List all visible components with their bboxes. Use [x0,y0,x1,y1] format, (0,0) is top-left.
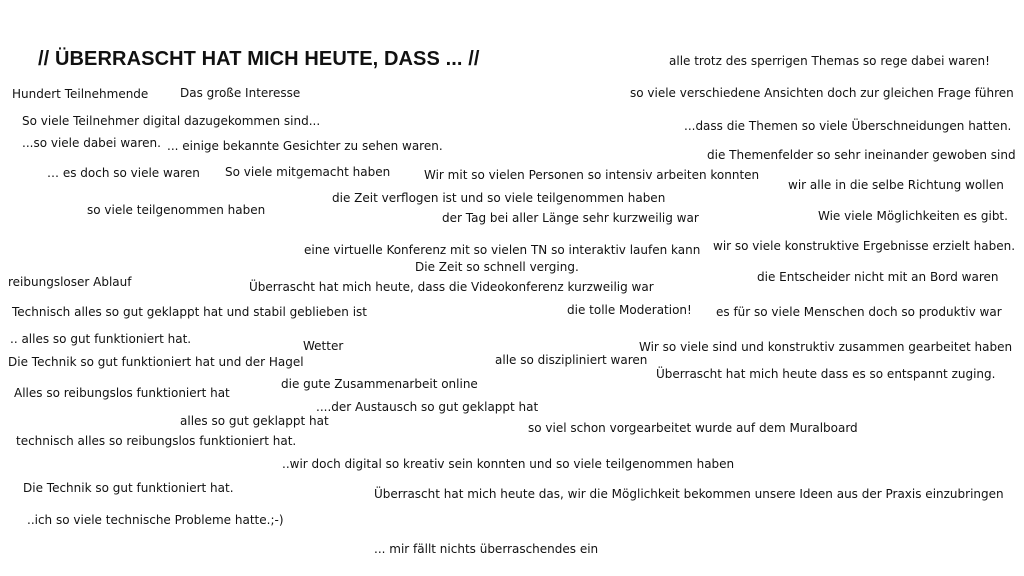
note: wir so viele konstruktive Ergebnisse erzielt haben. [713,239,1016,253]
note: so viel schon vorgearbeitet wurde auf dem Muralboard [528,421,858,435]
note: Überrascht hat mich heute dass es so entspannt zuging. [656,367,996,381]
note: Das große Interesse [180,86,301,100]
note: die Themenfelder so sehr ineinander gewoben sind [707,148,1016,162]
note: .. alles so gut funktioniert hat. [10,332,192,346]
note: ...dass die Themen so viele Überschneidungen hatten. [684,119,1012,133]
note: ....der Austausch so gut geklappt hat [316,400,539,414]
note: Wetter [303,339,344,353]
note: Die Technik so gut funktioniert hat. [23,481,234,495]
note: der Tag bei aller Länge sehr kurzweilig war [442,211,699,225]
note: ..wir doch digital so kreativ sein konnten und so viele teilgenommen haben [282,457,735,471]
note: Hundert Teilnehmende [12,87,149,101]
note: ...so viele dabei waren. [22,136,161,150]
note: die Entscheider nicht mit an Bord waren [757,270,999,284]
note: So viele Teilnehmer digital dazugekommen sind... [22,114,321,128]
note: so viele teilgenommen haben [87,203,266,217]
note: Wir mit so vielen Personen so intensiv arbeiten konnten [424,168,760,182]
note: technisch alles so reibungslos funktioniert hat. [16,434,297,448]
note: eine virtuelle Konferenz mit so vielen TN so interaktiv laufen kann [304,243,701,257]
note: reibungsloser Ablauf [8,275,132,289]
note: es für so viele Menschen doch so produktiv war [716,305,1002,319]
note: Alles so reibungslos funktioniert hat [14,386,230,400]
note: die tolle Moderation! [567,303,692,317]
note: die gute Zusammenarbeit online [281,377,478,391]
note: Wir so viele sind und konstruktiv zusammen gearbeitet haben [639,340,1013,354]
note: wir alle in die selbe Richtung wollen [788,178,1004,192]
note: Wie viele Möglichkeiten es gibt. [818,209,1008,223]
note: ... mir fällt nichts überraschendes ein [374,542,599,556]
note: Technisch alles so gut geklappt hat und stabil geblieben ist [12,305,368,319]
note: ... einige bekannte Gesichter zu sehen waren. [167,139,443,153]
note: Die Zeit so schnell verging. [415,260,579,274]
note: Die Technik so gut funktioniert hat und der Hagel [8,355,304,369]
note: ..ich so viele technische Probleme hatte.;-) [27,513,284,527]
page-title: // ÜBERRASCHT HAT MICH HEUTE, DASS ... // [38,48,480,70]
note: so viele verschiedene Ansichten doch zur gleichen Frage führen [630,86,1014,100]
note: alle trotz des sperrigen Themas so rege dabei waren! [669,54,990,68]
note: Überrascht hat mich heute das, wir die Möglichkeit bekommen unsere Ideen aus der Praxis einzubringen [374,487,1004,501]
note: … es doch so viele waren [47,166,200,180]
note: alles so gut geklappt hat [180,414,329,428]
note: So viele mitgemacht haben [225,165,391,179]
note: alle so diszipliniert waren [495,353,648,367]
note: die Zeit verflogen ist und so viele teilgenommen haben [332,191,666,205]
note: Überrascht hat mich heute, dass die Videokonferenz kurzweilig war [249,280,654,294]
